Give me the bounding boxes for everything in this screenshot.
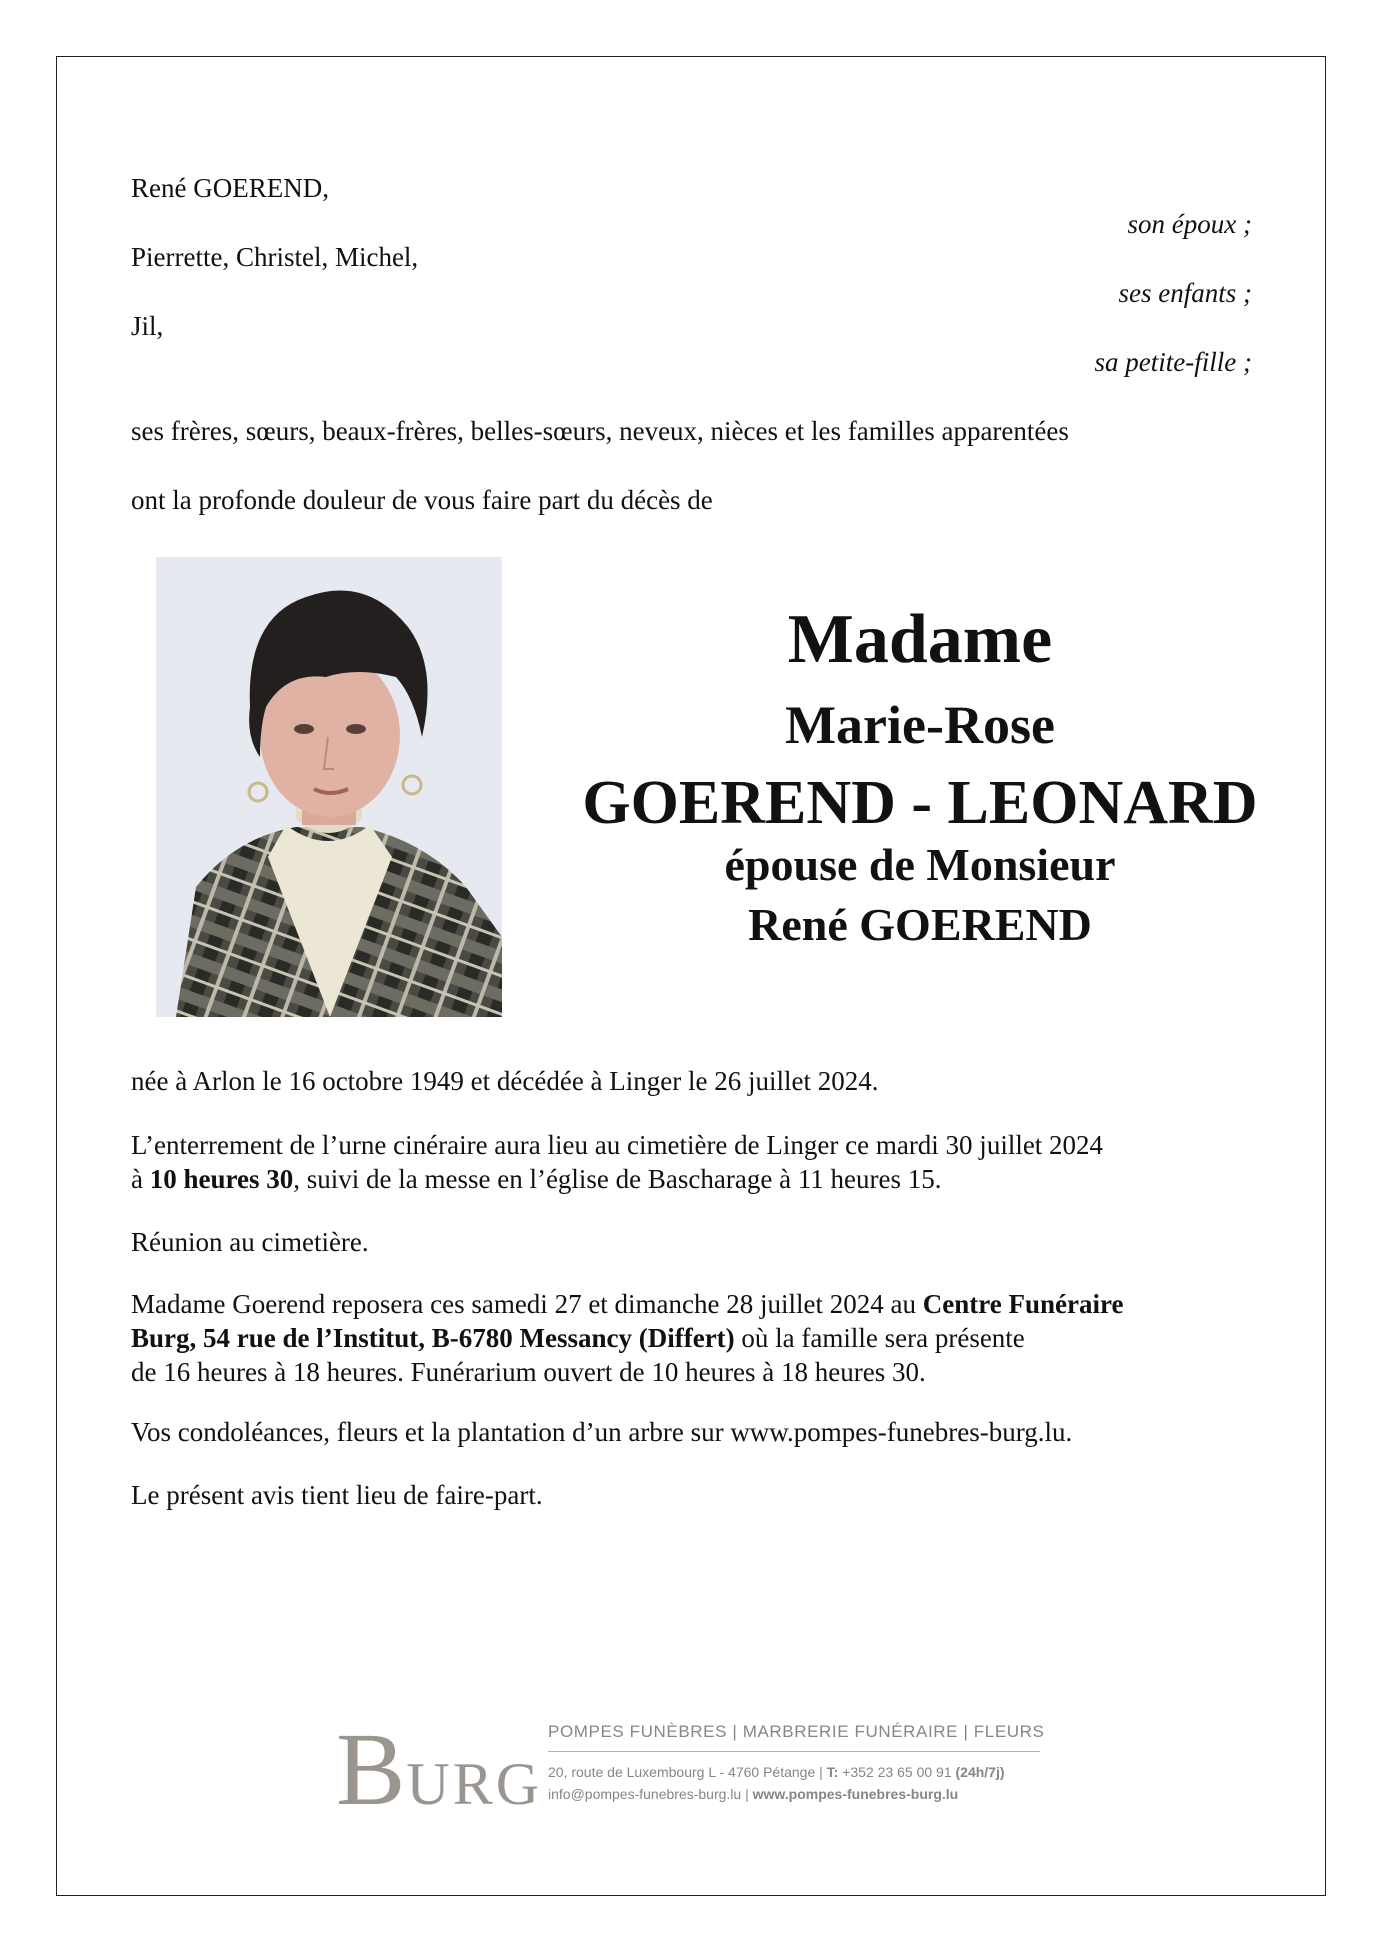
deceased-title: Madame: [787, 601, 1053, 678]
mourner-granddaughter-name: Jil,: [131, 311, 164, 341]
portrait-photo: [156, 557, 502, 1017]
funeral-prefix: à: [131, 1164, 150, 1194]
mourner-spouse-name: René GOEREND,: [131, 173, 329, 203]
mourner-children-relation: ses enfants ;: [1118, 278, 1252, 308]
footer-website[interactable]: www.pompes-funebres-burg.lu: [752, 1786, 959, 1802]
rest-line-1: [131, 1287, 1261, 1321]
rest-prefix: Madame Goerend reposera ces samedi 27 et dimanche 28 juillet 2024 au: [131, 1289, 923, 1319]
rest-suffix: où la famille sera présente: [734, 1323, 1025, 1353]
footer-services: POMPES FUNÈBRES | MARBRERIE FUNÉRAIRE | FLEURS: [548, 1722, 1045, 1741]
condolences-line: Vos condoléances, fleurs et la plantation d’un arbre sur www.pompes-funebres-burg.lu.: [131, 1417, 1073, 1447]
funeral-paragraph: [131, 1128, 1261, 1196]
footer-address-line: [548, 1764, 1005, 1780]
rest-place-part-2: Burg, 54 rue de l’Institut, B-6780 Messancy (Differt): [131, 1323, 735, 1353]
logo-rest: URG: [406, 1751, 543, 1817]
mourner-granddaughter-relation: sa petite-fille ;: [1094, 347, 1252, 377]
family-line: ses frères, sœurs, beaux-frères, belles-sœurs, neveux, nièces et les familles apparentées: [131, 416, 1069, 446]
announce-line: ont la profonde douleur de vous faire part du décès de: [131, 485, 713, 515]
logo-initial: B: [336, 1712, 407, 1827]
deceased-surname: GOEREND - LEONARD: [582, 769, 1258, 837]
footer-divider: [548, 1751, 1040, 1752]
deceased-first-name: Marie-Rose: [785, 695, 1055, 755]
rest-line-3: de 16 heures à 18 heures. Funérarium ouvert de 10 heures à 18 heures 30.: [131, 1357, 926, 1387]
footer-email: info@pompes-funebres-burg.lu |: [548, 1786, 753, 1802]
reunion-line: Réunion au cimetière.: [131, 1227, 369, 1257]
deceased-spouse-line-1: épouse de Monsieur: [724, 839, 1116, 890]
rest-place-part-1: Centre Funéraire: [922, 1289, 1124, 1319]
mourner-children-names: Pierrette, Christel, Michel,: [131, 242, 419, 272]
mourner-spouse-relation: son époux ;: [1127, 209, 1252, 239]
portrait-illustration: [156, 557, 502, 1017]
deceased-spouse-line-2: René GOEREND: [748, 899, 1092, 950]
footer-address: 20, route de Luxembourg L - 4760 Pétange |: [548, 1764, 827, 1780]
footer-phone-label: T:: [826, 1764, 839, 1780]
footer: [0, 1710, 1378, 1827]
funeral-time: 10 heures 30: [149, 1164, 294, 1194]
funeral-suffix: , suivi de la messe en l’église de Bascharage à 11 heures 15.: [293, 1164, 942, 1194]
rest-paragraph: [131, 1287, 1261, 1389]
funeral-line-1: L’enterrement de l’urne cinéraire aura lieu au cimetière de Linger ce mardi 30 juillet 2024: [131, 1130, 1104, 1160]
funeral-line-2: [131, 1162, 1261, 1196]
birth-death-line: née à Arlon le 16 octobre 1949 et décédée à Linger le 26 juillet 2024.: [131, 1066, 879, 1096]
footer-phone-hours: (24h/7j): [955, 1764, 1005, 1780]
footer-contact-line: [548, 1786, 958, 1802]
footer-phone: +352 23 65 00 91: [838, 1764, 956, 1780]
burg-logo: [336, 1712, 543, 1827]
notice-line: Le présent avis tient lieu de faire-part.: [131, 1480, 543, 1510]
rest-line-2: [131, 1321, 1261, 1355]
